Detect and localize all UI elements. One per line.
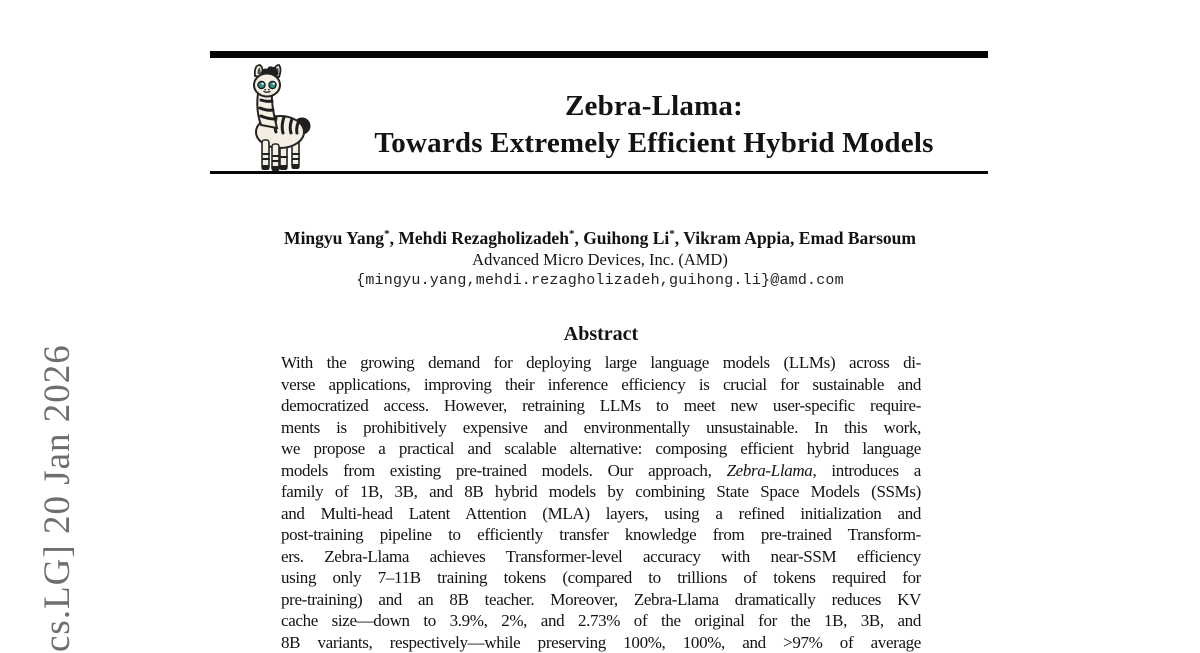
affiliation: Advanced Micro Devices, Inc. (AMD)	[0, 251, 1200, 269]
abstract-line: democratized access. However, retraining LLMs to meet new user-specific require-	[281, 395, 921, 417]
abstract-line: and Multi-head Latent Attention (MLA) layers, using a refined initialization and	[281, 503, 921, 525]
abstract-line: ments is prohibitively expensive and environmentally unsustainable. In this work,	[281, 417, 921, 439]
zebra-llama-logo	[240, 62, 316, 176]
zebra-llama-mascot-icon	[240, 62, 316, 176]
author-footnote-mark: *	[669, 228, 675, 240]
author: Guihong Li*,	[583, 228, 683, 248]
author: Mehdi Rezagholizadeh*,	[398, 228, 583, 248]
abstract-line: verse applications, improving their inference efficiency is crucial for sustainable and	[281, 374, 921, 396]
abstract-line: using only 7–11B training tokens (compared to trillions of tokens required for	[281, 567, 921, 589]
method-name: Zebra-Llama	[727, 461, 813, 480]
paper-title	[316, 88, 992, 162]
author-footnote-mark: *	[569, 228, 575, 240]
contact-email: {mingyu.yang,mehdi.rezagholizadeh,guihong.li}@amd.com	[0, 272, 1200, 290]
author: Vikram Appia,	[683, 228, 799, 248]
abstract-line: models from existing pre-trained models. Our approach, Zebra-Llama, introduces a	[281, 460, 921, 482]
abstract-line: With the growing demand for deploying large language models (LLMs) across di-	[281, 352, 921, 374]
abstract-line: we propose a practical and scalable alternative: composing efficient hybrid language	[281, 438, 921, 460]
paper-title-line1: Zebra-Llama:	[316, 88, 992, 125]
header-rule-bottom	[210, 171, 988, 174]
abstract-line: family of 1B, 3B, and 8B hybrid models by combining State Space Models (SSMs)	[281, 481, 921, 503]
abstract-line: cache size—down to 3.9%, 2%, and 2.73% of the original for the 1B, 3B, and	[281, 610, 921, 632]
abstract-line: ers. Zebra-Llama achieves Transformer-level accuracy with near-SSM efficiency	[281, 546, 921, 568]
author-footnote-mark: *	[384, 228, 390, 240]
abstract-heading: Abstract	[281, 323, 921, 345]
header-rule-top	[210, 51, 988, 58]
arxiv-stamp: cs.LG] 20 Jan 2026	[36, 344, 80, 652]
abstract-body	[281, 352, 921, 653]
abstract-line: post-training pipeline to efficiently transfer knowledge from pre-trained Transform-	[281, 524, 921, 546]
paper-title-line2: Towards Extremely Efficient Hybrid Models	[316, 125, 992, 162]
author: Emad Barsoum	[799, 228, 916, 248]
abstract-line: pre-training) and an 8B teacher. Moreover, Zebra-Llama dramatically reduces KV	[281, 589, 921, 611]
author: Mingyu Yang*,	[284, 228, 398, 248]
authors-line	[0, 229, 1200, 248]
abstract-line: 8B variants, respectively—while preserving 100%, 100%, and >97% of average	[281, 632, 921, 653]
